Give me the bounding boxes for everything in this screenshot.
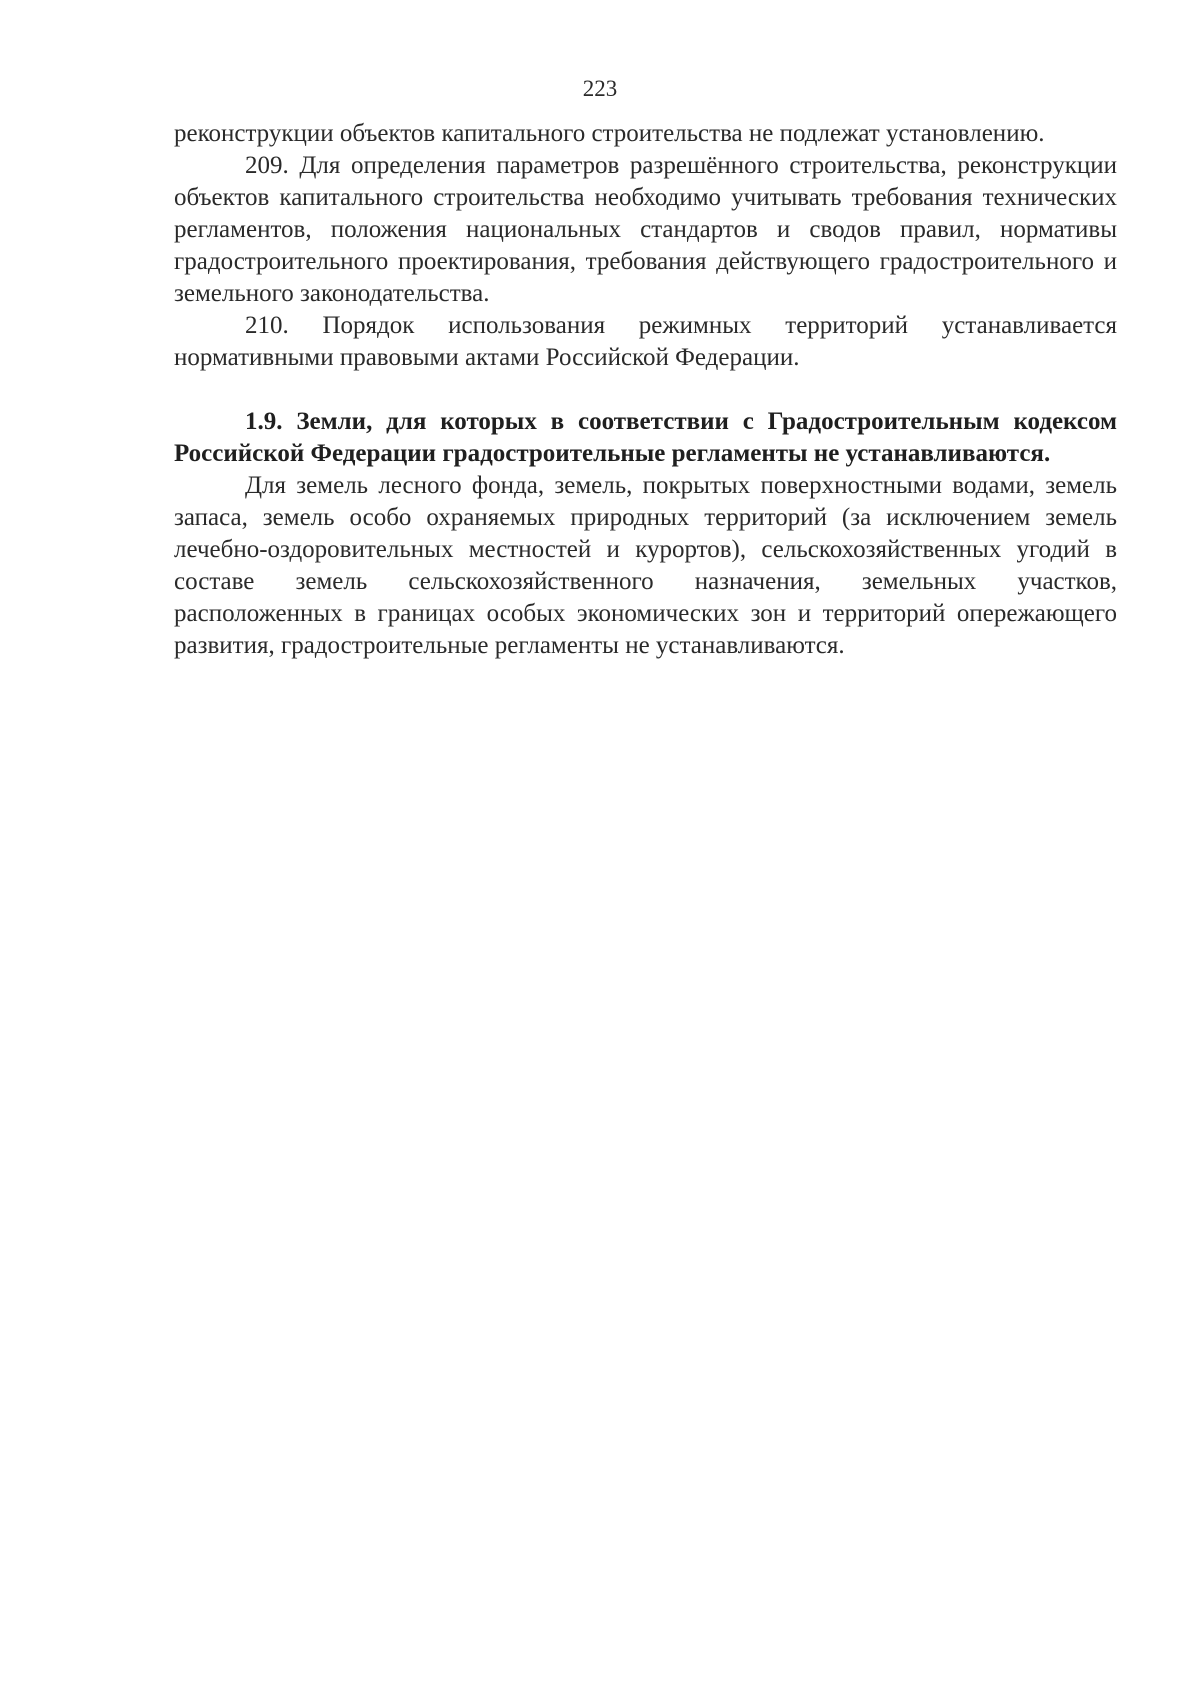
- paragraph-continuation: реконструкции объектов капитального строительства не подлежат установлению.: [174, 120, 1045, 147]
- section-body-paragraph: Для земель лесного фонда, земель, покрытых поверхностными водами, земель запаса, земель особо охраняемых природных территорий (за исключением земель лечебно-оздоровительных местностей и курортов), сельскохозяйственных угодий в составе земель сельскохозяйственного назначения, земельных участков, расположенных в границах особых экономических зон и территорий опережающего развития, градостроительные регламенты не устанавливаются.: [174, 472, 1117, 659]
- paragraph-210: 210. Порядок использования режимных территорий устанавливается нормативными правовыми актами Российской Федерации.: [174, 312, 1117, 371]
- page-number: 223: [582, 76, 618, 101]
- paragraph-209: 209. Для определения параметров разрешённого строительства, реконструкции объектов капитального строительства необходимо учитывать требования технических регламентов, положения национальных стандартов и сводов правил, нормативы градостроительного проектирования, требования действующего градостроительного и земельного законодательства.: [174, 152, 1117, 307]
- section-heading: 1.9. Земли, для которых в соответствии с Градостроительным кодексом Российской Федерации градостроительные регламенты не устанавливаются.: [174, 408, 1117, 467]
- document-body: [174, 118, 1117, 662]
